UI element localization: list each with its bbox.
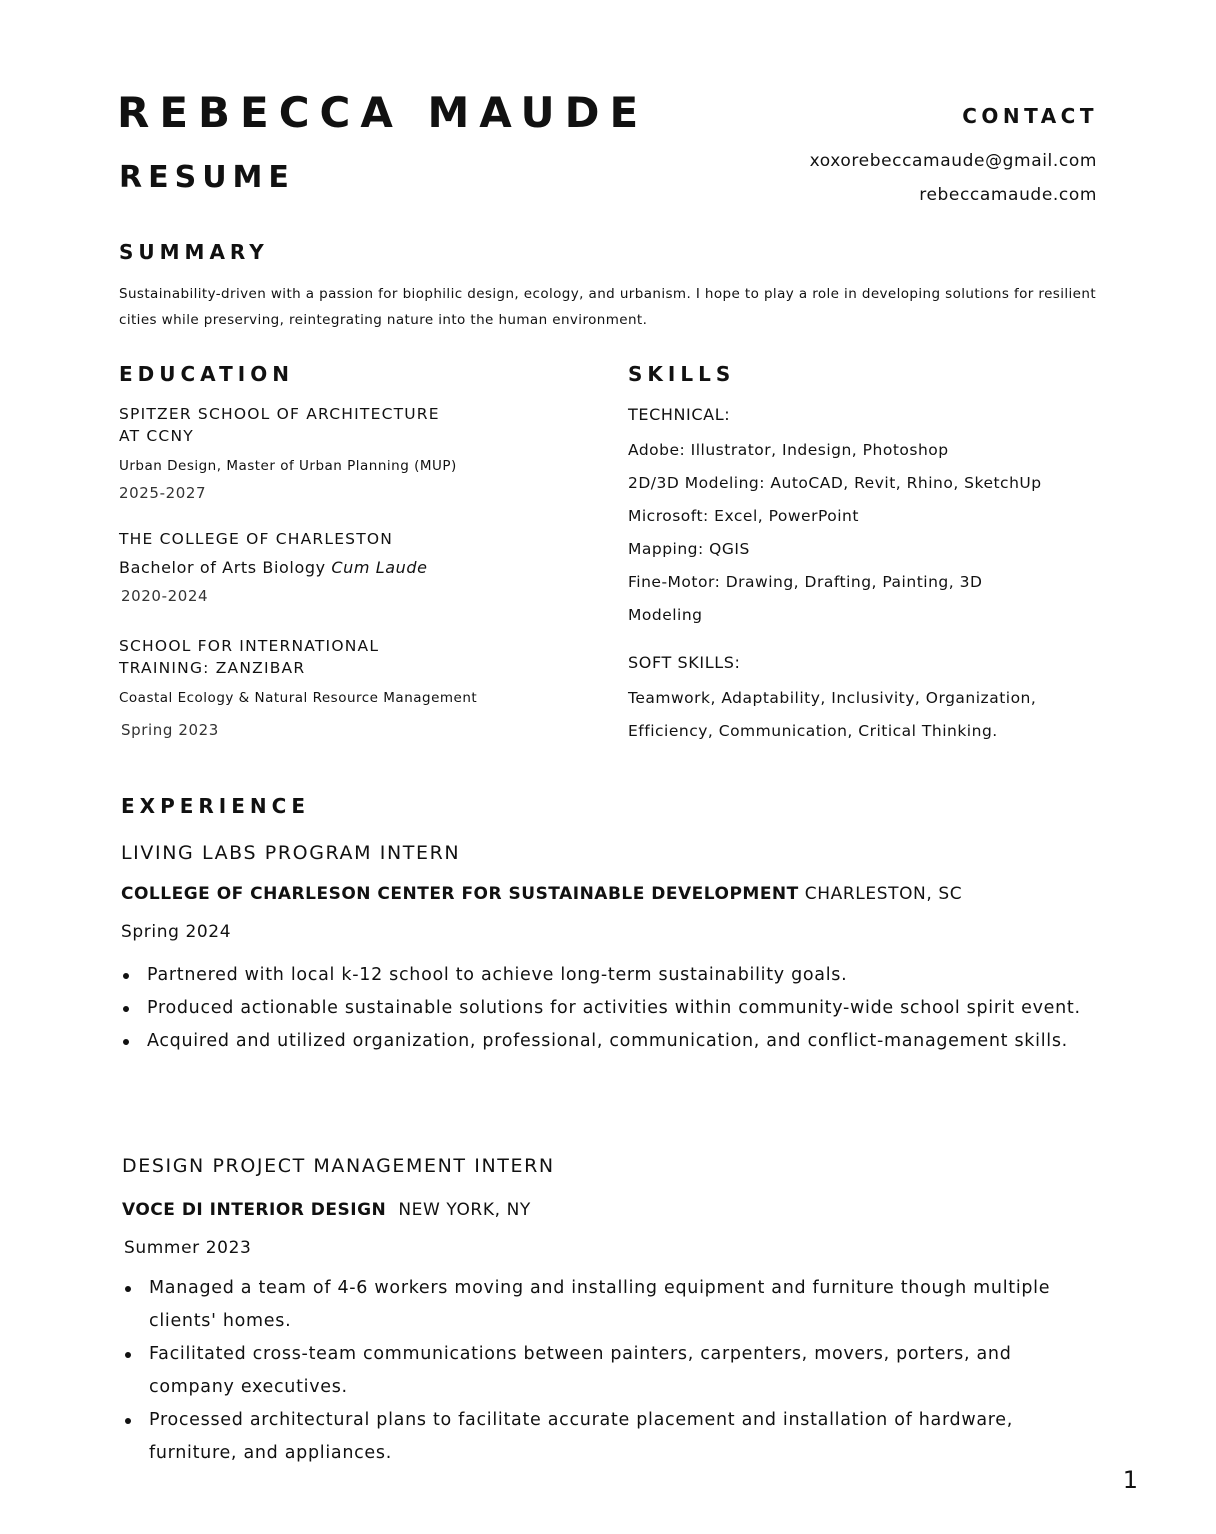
education-degree <box>119 558 428 577</box>
list-item: Managed a team of 4-6 workers moving and installing equipment and furniture though multiple clients' homes. <box>123 1272 1098 1338</box>
education-degree: Coastal Ecology & Natural Resource Management <box>119 690 478 706</box>
education-years: Spring 2023 <box>121 721 219 739</box>
organization-name: VOCE DI INTERIOR DESIGN <box>122 1200 387 1220</box>
skill-line: Teamwork, Adaptability, Inclusivity, Organization, <box>628 689 1037 707</box>
education-school: THE COLLEGE OF CHARLESTON <box>119 530 394 548</box>
job-date: Spring 2024 <box>121 922 232 942</box>
school-name-line: SCHOOL FOR INTERNATIONAL <box>119 637 380 655</box>
list-item: Partnered with local k-12 school to achieve long-term sustainability goals. <box>121 959 1081 992</box>
job-date: Summer 2023 <box>124 1238 252 1258</box>
job-organization <box>121 884 962 904</box>
education-degree: Urban Design, Master of Urban Planning (MUP) <box>119 458 457 474</box>
skill-line: Fine-Motor: Drawing, Drafting, Painting, 3D <box>628 573 983 591</box>
skill-line: Efficiency, Communication, Critical Thinking. <box>628 722 998 740</box>
experience-heading: EXPERIENCE <box>121 794 310 818</box>
soft-skills-label: SOFT SKILLS: <box>628 653 741 672</box>
job-bullets <box>121 959 1081 1058</box>
technical-skills-list <box>628 434 1042 632</box>
school-name-line: TRAINING: ZANZIBAR <box>119 659 306 677</box>
skill-line: Modeling <box>628 606 703 624</box>
list-item: Processed architectural plans to facilitate accurate placement and installation of hardware, furniture, and appliances. <box>123 1404 1098 1470</box>
list-item: Produced actionable sustainable solutions for activities within community-wide school spirit event. <box>121 992 1081 1025</box>
contact-heading: CONTACT <box>962 104 1098 128</box>
job-organization <box>122 1200 531 1220</box>
education-school <box>119 403 440 447</box>
summary-text: Sustainability-driven with a passion for biophilic design, ecology, and urbanism. I hope to play a role in developing solutions for resilient cities while preserving, reintegrating nature into the human environment. <box>119 286 1097 328</box>
job-location: CHARLESTON, SC <box>804 884 963 904</box>
skill-line: Adobe: Illustrator, Indesign, Photoshop <box>628 441 949 459</box>
education-years: 2020-2024 <box>121 587 209 605</box>
document-subtitle: RESUME <box>119 160 295 195</box>
school-name-line: SPITZER SCHOOL OF ARCHITECTURE <box>119 405 440 423</box>
job-title: DESIGN PROJECT MANAGEMENT INTERN <box>122 1155 555 1177</box>
degree-text: Bachelor of Arts Biology <box>119 558 326 577</box>
job-bullets <box>123 1272 1098 1470</box>
list-item: Acquired and utilized organization, professional, communication, and conflict-management skills. <box>121 1025 1081 1058</box>
applicant-name: REBECCA MAUDE <box>117 88 649 137</box>
degree-honors: Cum Laude <box>331 558 428 577</box>
education-heading: EDUCATION <box>119 362 294 386</box>
page-number: 1 <box>1122 1466 1138 1494</box>
skill-line: Microsoft: Excel, PowerPoint <box>628 507 859 525</box>
soft-skills-list <box>628 682 1036 748</box>
skill-line: Mapping: QGIS <box>628 540 750 558</box>
list-item: Facilitated cross-team communications between painters, carpenters, movers, porters, and company executives. <box>123 1338 1098 1404</box>
education-school <box>119 635 379 679</box>
skill-line: 2D/3D Modeling: AutoCAD, Revit, Rhino, SketchUp <box>628 474 1042 492</box>
job-location: NEW YORK, NY <box>398 1200 531 1220</box>
summary-heading: SUMMARY <box>119 240 269 264</box>
technical-skills-label: TECHNICAL: <box>628 405 731 424</box>
organization-name: COLLEGE OF CHARLESON CENTER FOR SUSTAINABLE DEVELOPMENT <box>121 884 799 904</box>
contact-website[interactable]: rebeccamaude.com <box>919 185 1097 205</box>
skills-heading: SKILLS <box>628 362 736 386</box>
school-name-line: AT CCNY <box>119 427 194 445</box>
contact-email[interactable]: xoxorebeccamaude@gmail.com <box>809 151 1097 171</box>
education-years: 2025-2027 <box>119 484 207 502</box>
job-title: LIVING LABS PROGRAM INTERN <box>121 842 461 864</box>
